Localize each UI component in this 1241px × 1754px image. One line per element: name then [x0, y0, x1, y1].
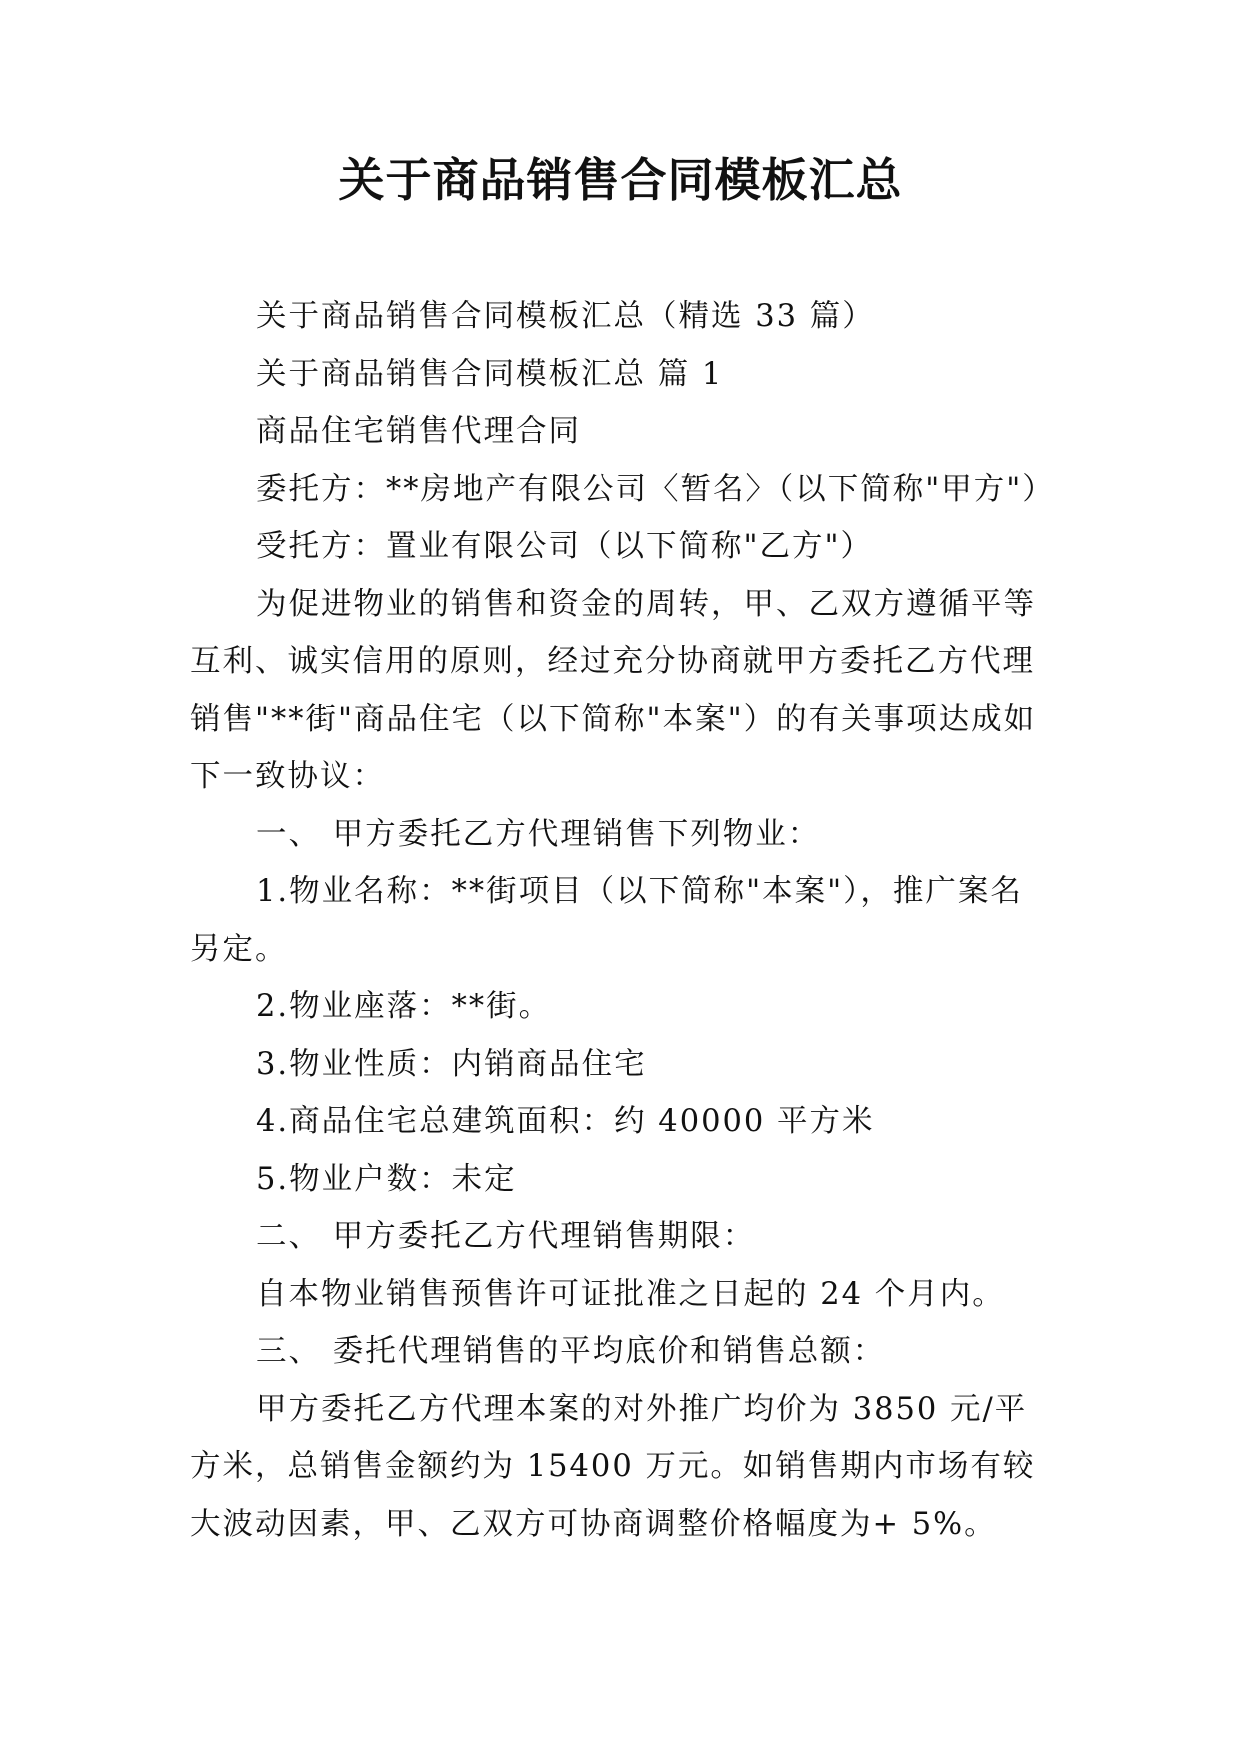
paragraph-item-5: 5.物业户数：未定 [256, 1161, 517, 1197]
paragraph-clause-two: 二、 甲方委托乙方代理销售期限： [256, 1219, 756, 1254]
paragraph-entrusting-party: 委托方：**房地产有限公司〈暂名〉（以下简称"甲方"） [256, 471, 1055, 507]
paragraph-preamble: 为促进物业的销售和资金的周转，甲、乙双方遵循平等互利、诚实信用的原则，经过充分协商就甲方委托乙方代理销售"**街"商品住宅（以下简称"本案"）的有关事项达成如下一致协议： [190, 586, 1037, 794]
paragraph-pricing: 甲方委托乙方代理本案的对外推广均价为 3850 元/平方米，总销售金额约为 15400 万元。如销售期内市场有较大波动因素，甲、乙双方可协商调整价格幅度为+ 5%。 [190, 1391, 1036, 1542]
paragraph-item-1: 1.物业名称：**街项目（以下简称"本案"），推广案名另定。 [190, 874, 1023, 967]
paragraph-item-2: 2.物业座落：**街。 [256, 989, 552, 1024]
paragraph-item-4: 4.商品住宅总建筑面积：约 40000 平方米 [256, 1104, 875, 1139]
paragraph-section-heading: 关于商品销售合同模板汇总 篇 1 [256, 356, 724, 392]
paragraph-subtitle: 关于商品销售合同模板汇总（精选 33 篇） [256, 299, 875, 334]
paragraph-clause-three: 三、 委托代理销售的平均底价和销售总额： [256, 1334, 886, 1369]
paragraph-entrusted-party: 受托方：置业有限公司（以下简称"乙方"） [256, 529, 874, 564]
paragraph-contract-name: 商品住宅销售代理合同 [256, 414, 581, 449]
document-title: 关于商品销售合同模板汇总 [338, 153, 903, 207]
paragraph-term: 自本物业销售预售许可证批准之日起的 24 个月内。 [256, 1276, 1005, 1312]
document-body [190, 288, 1055, 1553]
paragraph-clause-one: 一、 甲方委托乙方代理销售下列物业： [256, 816, 821, 852]
paragraph-item-3: 3.物业性质：内销商品住宅 [256, 1046, 647, 1082]
